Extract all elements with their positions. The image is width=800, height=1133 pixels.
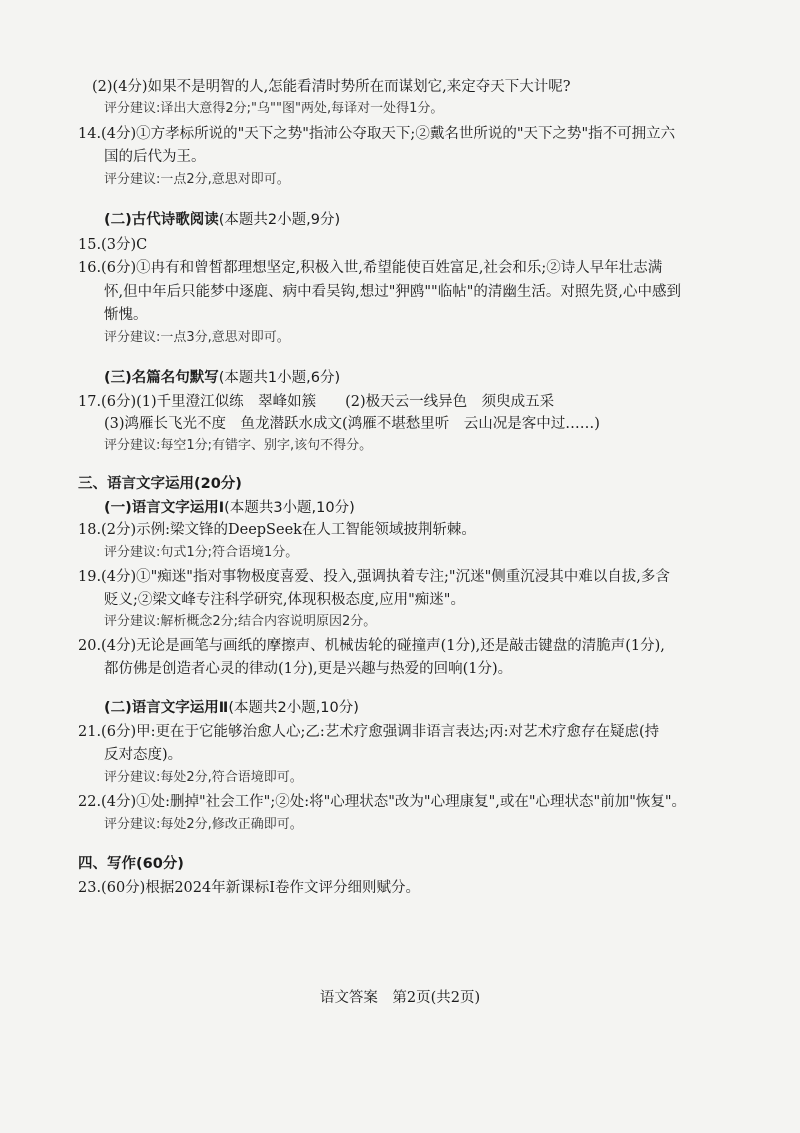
section-heading-detail: (本题共2小题,10分) [228,700,359,716]
section-heading [78,854,184,874]
section-heading-title: (二)古代诗歌阅读 [104,212,219,228]
section-heading-detail: (本题共2小题,9分) [218,212,341,228]
section-heading-title: 三、语言文字运用(20分) [78,476,242,492]
scoring-note: 评分建议:一点2分,意思对即可。 [104,172,290,187]
answer-line: 国的后代为王。 [104,149,206,165]
answer-line: 14.(4分)①方孝标所说的"天下之势"指沛公夺取天下;②戴名世所说的"天下之势"指不可拥立六 [78,126,676,142]
answer-line: 15.(3分)C [78,237,148,253]
section-heading-title: 四、写作(60分) [78,856,184,872]
section-heading-title: (二)语言文字运用Ⅱ [104,700,229,716]
answer-line: 18.(2分)示例:梁文锋的DeepSeek在人工智能领域披荆斩棘。 [78,522,476,538]
section-heading [104,368,340,388]
answer-line: 怀,但中年后只能梦中逐鹿、病中看吴钩,想过"狎鸥""临帖"的清幽生活。对照先贤,心中感到 [104,284,682,300]
section-heading-detail: (本题共3小题,10分) [224,500,355,516]
section-heading [78,474,242,494]
answer-line: 19.(4分)①"痴迷"指对事物极度喜爱、投入,强调执着专注;"沉迷"侧重沉浸其中难以自拔,多含 [78,569,670,585]
scoring-note: 评分建议:译出大意得2分;"乌""图"两处,每译对一处得1分。 [104,101,444,116]
answer-line: 反对态度)。 [104,747,183,763]
answer-line: (3)鸿雁长飞光不度 鱼龙潜跃水成文(鸿雁不堪愁里听 云山况是客中过……) [104,416,600,432]
answer-line: 20.(4分)无论是画笔与画纸的摩擦声、机械齿轮的碰撞声(1分),还是敲击键盘的清脆声(1分), [78,638,665,654]
section-heading [104,210,340,230]
scoring-note: 评分建议:每空1分;有错字、别字,该句不得分。 [104,438,373,453]
answer-line: 贬义;②梁文峰专注科学研究,体现积极态度,应用"痴迷"。 [104,592,465,608]
section-heading-title: (一)语言文字运用Ⅰ [104,500,225,516]
scoring-note: 评分建议:句式1分;符合语境1分。 [104,545,299,560]
answer-line: 21.(6分)甲:更在于它能够治愈人心;乙:艺术疗愈强调非语言表达;丙:对艺术疗愈存在疑虑(持 [78,724,660,740]
answer-line: 17.(6分)(1)千里澄江似练 翠峰如簇 (2)极天云一线异色 须臾成五采 [78,394,555,410]
section-heading [104,698,359,718]
scoring-note: 评分建议:每处2分,符合语境即可。 [104,770,303,785]
answer-line: (2)(4分)如果不是明智的人,怎能看清时势所在而谋划它,来定夺天下大计呢? [92,79,571,95]
scoring-note: 评分建议:一点3分,意思对即可。 [104,330,290,345]
answer-line: 都仿佛是创造者心灵的律动(1分),更是兴趣与热爱的回响(1分)。 [104,661,513,677]
page-footer: 语文答案 第2页(共2页) [319,990,481,1006]
section-heading [104,498,355,518]
answer-line: 22.(4分)①处:删掉"社会工作";②处:将"心理状态"改为"心理康复",或在"心理状态"前加"恢复"。 [78,794,687,810]
answer-line: 23.(60分)根据2024年新课标Ⅰ卷作文评分细则赋分。 [78,880,420,896]
scoring-note: 评分建议:解析概念2分;结合内容说明原因2分。 [104,614,377,629]
answer-line: 16.(6分)①冉有和曾皙都理想坚定,积极入世,希望能使百姓富足,社会和乐;②诗人早年壮志满 [78,260,663,276]
answer-line: 惭愧。 [104,307,148,323]
scoring-note: 评分建议:每处2分,修改正确即可。 [104,817,303,832]
section-heading-detail: (本题共1小题,6分) [218,370,341,386]
section-heading-title: (三)名篇名句默写 [104,370,219,386]
